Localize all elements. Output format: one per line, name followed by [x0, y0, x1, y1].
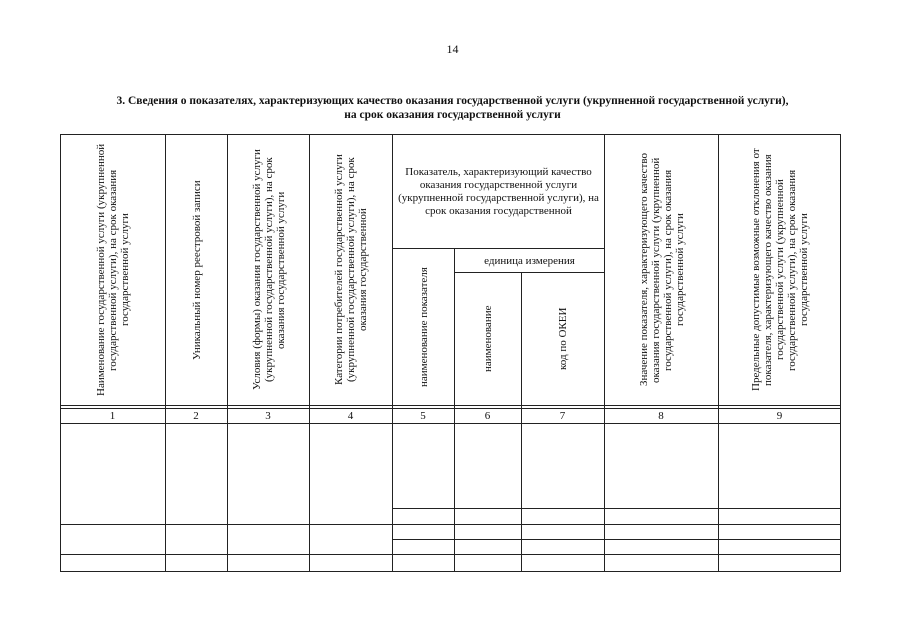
indicators-table [60, 134, 841, 572]
section-title-line-2: на срок оказания государственной услуги [344, 109, 561, 121]
column-number-9: 9 [776, 410, 783, 422]
header-indicator-group: Показатель, характеризующий качество оказания государственной услуги (укрупненной государственной услуги), на срок оказания государственной [398, 166, 599, 217]
column-number-5: 5 [420, 410, 426, 422]
section-title-line-1: 3. Сведения о показателях, характеризующих качество оказания государственной услуги (укрупненной государственной услуги), [116, 95, 789, 107]
column-number-6: 6 [484, 410, 491, 422]
column-number-4: 4 [347, 410, 354, 422]
column-number-8: 8 [658, 410, 664, 422]
column-number-3: 3 [265, 410, 271, 422]
column-number-2: 2 [193, 410, 199, 422]
header-consumer-categories: Категории потребителей государственной услуги (укрупненной государственной услуги), на срок оказания государственной [333, 154, 369, 386]
header-service-name: Наименование государственной услуги (укрупненной государственной услуги), на срок оказания государственной услуги [95, 143, 131, 397]
page-number: 14 [446, 42, 459, 56]
column-number-7: 7 [559, 410, 566, 422]
section-title [60, 94, 845, 122]
header-unit-name: наименование [482, 305, 494, 373]
header-unit-group: единица измерения [484, 254, 575, 267]
header-okei-code: код по ОКЕИ [557, 307, 569, 371]
header-conditions: Условия (формы) оказания государственной услуги (укрупненной государственной услуги), на срок оказания государственной услуги [250, 149, 287, 391]
column-number-1: 1 [109, 410, 116, 422]
header-indicator-value: Значение показателя, характеризующего качество оказания государственной услуги (укрупненной государственной услуги), на срок оказания государственной услуги [637, 153, 686, 387]
header-allowed-deviations: Предельные допустимые возможные отклонения от показателя, характеризующего качество оказания государственной услуги (укрупненной государственной услуги), на срок оказания государственной услуги [749, 148, 810, 392]
header-indicator-name: наименование показателя [417, 267, 430, 387]
header-registry-number: Уникальный номер реестровой записи [190, 180, 203, 360]
